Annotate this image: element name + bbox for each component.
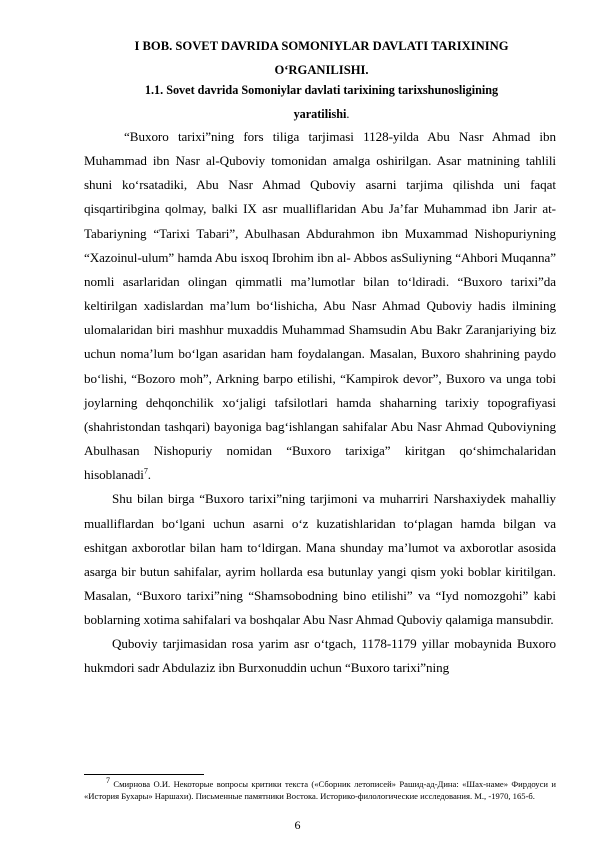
paragraph-1 xyxy=(84,125,556,487)
section-heading xyxy=(84,78,559,126)
footnote-text: Смирнова О.И. Некоторые вопросы критики текста («Сборник летописей» Рашид-ад-Дина: «Шах-наме» Фирдоуси и «История Бухары» Наршахи). Письменные памятники Востока. Историко-филологические исследования. М., -1970, 165-б. xyxy=(84,779,556,802)
chapter-heading xyxy=(84,34,559,82)
paragraph-2: Shu bilan birga “Buxoro tarixi”ning tarjimoni va muharriri Narshaxiydek mahalliy mualliflardan bo‘lgani uchun asarni o‘z kuzatishlaridan to‘plagan hamda bilgan va eshitgan axborotlar bilan ham to‘ldirgan. Mana shunday ma’lumot va axborotlar asosida asarga bir butun sahifalar, ayrim hollarda esa butunlay yangi qism yoki boblar kiritilgan. Masalan, “Buxoro tarixi”ning “Shamsobodning bino etilishi” va “Iyd nomozgohi” kabi boblarning xotima sahifalari va boshqalar Abu Nasr Ahmad Quboviy qalamiga mansubdir. xyxy=(84,491,556,628)
chapter-heading-line-2: O‘RGANILISHI. xyxy=(274,63,369,77)
section-heading-line-2-bold: yaratilishi xyxy=(293,107,347,121)
section-heading-line-2 xyxy=(84,102,559,126)
paragraph-1-end: . xyxy=(147,467,152,483)
page-number: 6 xyxy=(294,818,301,832)
footnote-reference[interactable]: 7 xyxy=(143,466,148,476)
footnote xyxy=(84,778,556,803)
chapter-heading-line-1: I BOB. SOVET DAVRIDA SOMONIYLAR DAVLATI TARIXINING xyxy=(134,39,509,53)
section-heading-line-1: 1.1. Sovet davrida Somoniylar davlati tarixining tarixshunosligining xyxy=(144,83,499,97)
footnote-divider xyxy=(84,774,204,775)
footnote-number: 7 xyxy=(106,776,110,786)
paragraph-1-text: “Buxoro tarixi”ning fors tiliga tarjimasi 1128-yilda Abu Nasr Ahmad ibn Muhammad ibn Nasr al-Quboviy tomonidan amalga oshirilgan. Asar matnining tahlili shuni ko‘rsatadiki, Abu Nasr Ahmad Quboviy asarni tarjima qilishda uni faqat qisqartiribgina qolmay, balki IX asr mualliflaridan Abu Ja’far Muhammad ibn Jarir at-Tabariyning “Tarixi Tabari”, Abulhasan Abdurahmon ibn Muxammad Nishopuriyning “Xazoinul-ulum” hamda Abu isxoq Ibrohim ibn al- Abbos asSuliyning “Ahbori Muqanna” nomli asarlaridan olingan qimmatli ma’lumotlar bilan to‘ldiradi. “Buxoro tarixi”da keltirilgan xadislardan ma’lum bo‘lishicha, Abu Nasr Ahmad Quboviy hadis ilmining ulomalaridan biri mashhur muxaddis Muhammad Shamsudin Abu Bakr Zaranjariying biz uchun noma’lum bo‘lgan asaridan ham foydalangan. Masalan, Buxoro shahrining paydo bo‘lishi, “Bozoro moh”, Arkning barpo etilishi, “Kampirok devor”, Buxoro va unga tobi joylarning dehqonchilik xo‘jaligi tafsilotlari hamda shaharning tarixiy topografiyasi (shahristondan tashqari) bayoniga bag‘ishlangan sahifalar Abu Nasr Ahmad Quboviyning Abulhasan Nishopuriy nomidan “Buxoro tarixiga” kiritgan qo‘shimchalaridan hisoblanadi xyxy=(84,129,556,483)
body-text xyxy=(84,125,556,681)
section-heading-line-2-tail: . xyxy=(346,107,350,121)
paragraph-3: Quboviy tarjimasidan rosa yarim asr o‘tgach, 1178-1179 yillar mobaynida Buxoro hukmdori sadr Abdulaziz ibn Burxonuddin uchun “Buxoro tarixi”ning xyxy=(84,636,556,676)
